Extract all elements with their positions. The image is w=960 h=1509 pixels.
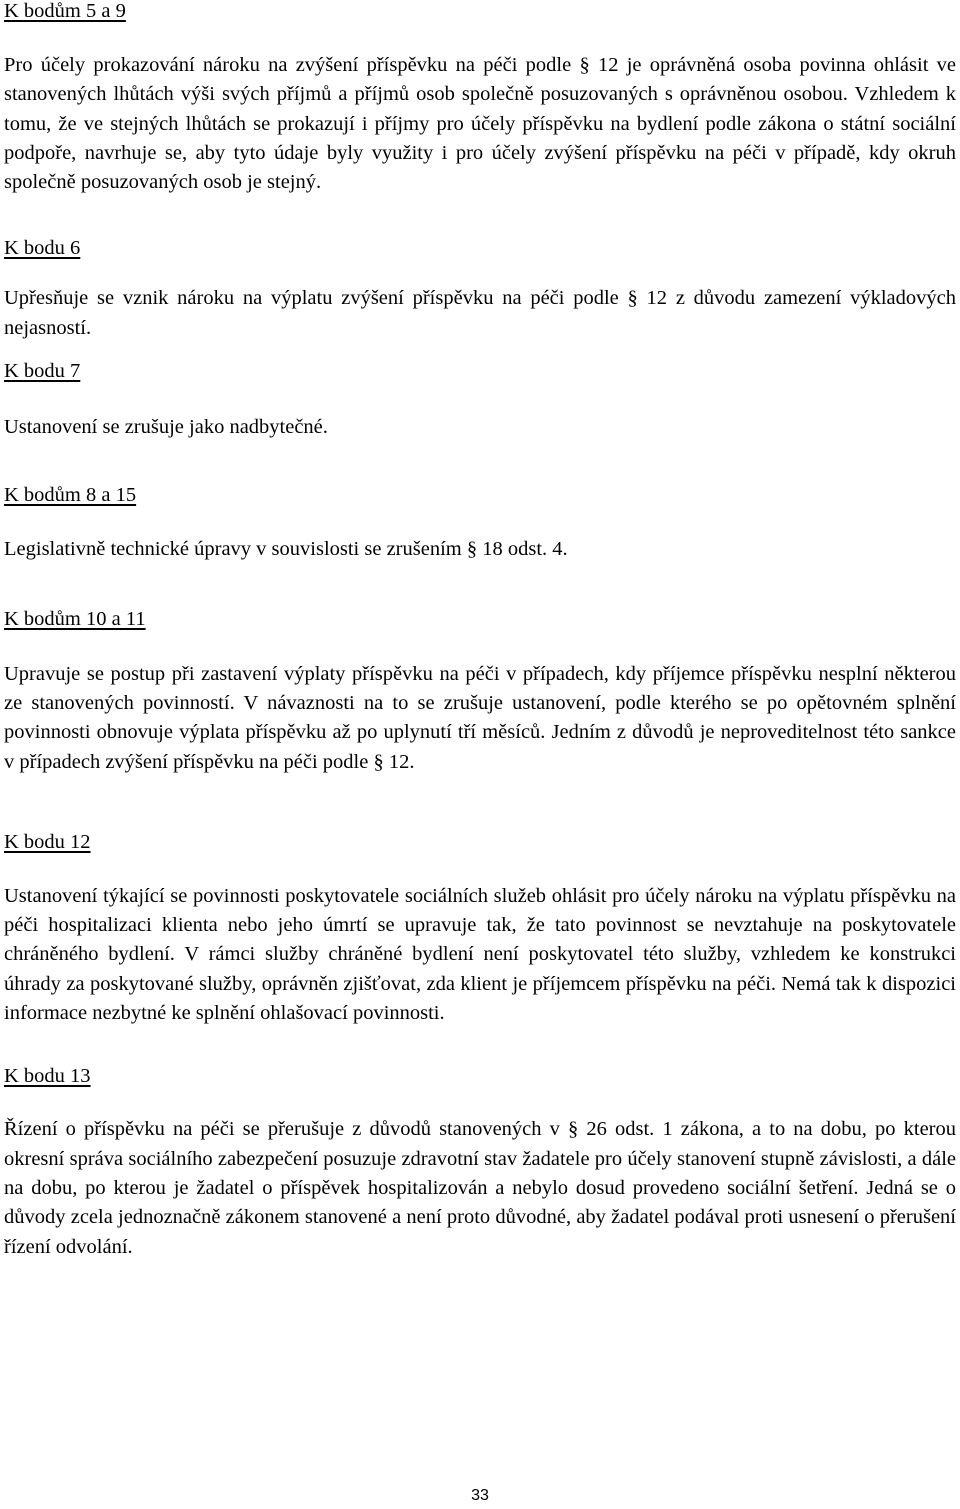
section-heading-body-13: K bodu 13 — [4, 1065, 91, 1088]
page-number: 33 — [471, 1487, 489, 1504]
section-paragraph-body-5-9: Pro účely prokazování nároku na zvýšení příspěvku na péči podle § 12 je oprávněná osoba povinna ohlásit ve stanovených lhůtách výši svých příjmů a příjmů osob společně posuzovaných s oprávněnou osobou. Vzhledem k tomu, že ve stejných lhůtách se prokazují i příjmy pro účely příspěvku na bydlení podle zákona o státní sociální podpoře, navrhuje se, aby tyto údaje byly využity i pro účely zvýšení příspěvku na péči v případě, kdy okruh společně posuzovaných osob je stejný. — [4, 54, 956, 194]
section-paragraph-body-8-15: Legislativně technické úpravy v souvislosti se zrušením § 18 odst. 4. — [4, 538, 568, 561]
section-paragraph-body-7: Ustanovení se zrušuje jako nadbytečné. — [4, 416, 328, 439]
section-heading-body-12: K bodu 12 — [4, 830, 91, 853]
section-paragraph-body-13: Řízení o příspěvku na péči se přerušuje z důvodů stanovených v § 26 odst. 1 zákona, a to na dobu, po kterou okresní správa sociálního zabezpečení posuzuje zdravotní stav žadatele pro účely stanovení stupně závislosti, a dále na dobu, po kterou je žadatel o příspěvek hospitalizován a nebylo dosud provedeno sociální šetření. Jedná se o důvody zcela jednoznačně zákonem stanovené a není proto důvodné, aby žadatel podával proti usnesení o přerušení řízení odvolání. — [4, 1118, 956, 1258]
section-paragraph-body-10-11: Upravuje se postup při zastavení výplaty příspěvku na péči v případech, kdy příjemce příspěvku nesplní některou ze stanovených povinností. V návaznosti na to se zrušuje ustanovení, podle kterého se po opětovném splnění povinnosti obnovuje výplata příspěvku až po uplynutí tří měsíců. Jedním z důvodů je neproveditelnost této sankce v případech zvýšení příspěvku na péči podle § 12. — [4, 662, 956, 773]
section-heading-body-6: K bodu 6 — [4, 237, 81, 260]
section-paragraph-body-12: Ustanovení týkající se povinnosti poskytovatele sociálních služeb ohlásit pro účely nároku na výplatu příspěvku na péči hospitalizaci klienta nebo jeho úmrtí se upravuje tak, že tato povinnost se nevztahuje na poskytovatele chráněného bydlení. V rámci služby chráněné bydlení není poskytovatel této služby, vzhledem ke konstrukci úhrady za poskytované služby, oprávněn zjišťovat, zda klient je příjemcem příspěvku na péči. Nemá tak k dispozici informace nezbytné ke splnění ohlašovací povinnosti. — [4, 884, 956, 1025]
section-heading-body-5-9: K bodům 5 a 9 — [4, 0, 126, 22]
document-page — [4, 0, 956, 1262]
section-heading-body-8-15: K bodům 8 a 15 — [4, 484, 137, 507]
section-heading-body-7: K bodu 7 — [4, 360, 81, 383]
section-heading-body-10-11: K bodům 10 a 11 — [4, 607, 146, 630]
section-paragraph-body-6: Upřesňuje se vznik nároku na výplatu zvýšení příspěvku na péči podle § 12 z důvodu zamezení výkladových nejasností. — [4, 287, 956, 339]
